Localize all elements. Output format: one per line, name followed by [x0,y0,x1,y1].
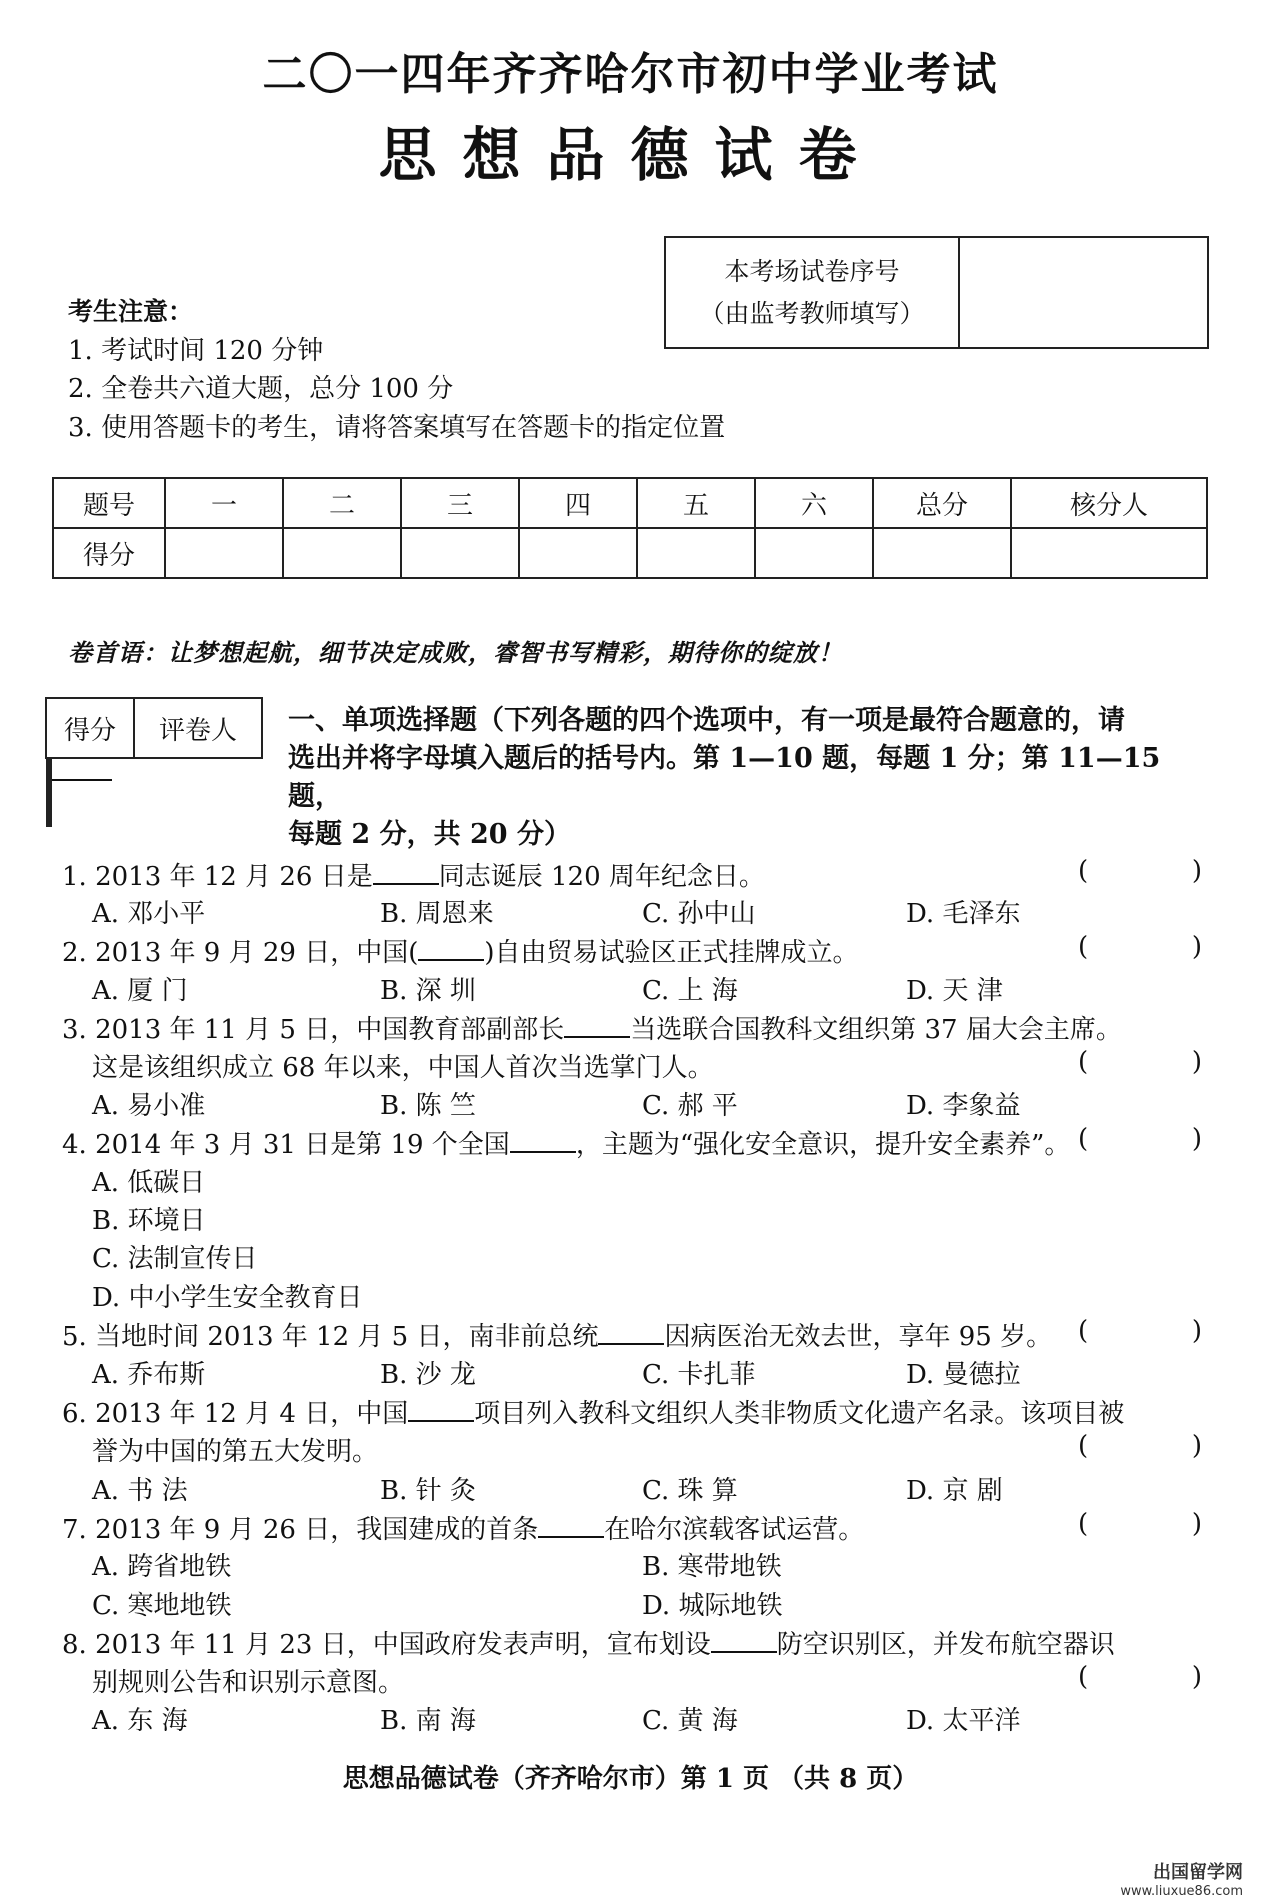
score-cell[interactable] [637,528,755,578]
exam-title: 二〇一四年齐齐哈尔市初中学业考试 [262,49,999,100]
paren-close: ) [1191,1431,1202,1461]
option[interactable]: A. 书 法 [92,1476,188,1506]
score-cell[interactable] [755,528,873,578]
question-text: )自由贸易试验区正式挂牌成立。 [484,938,859,968]
score-header-cell: 六 [755,478,873,528]
option[interactable]: D. 李象益 [906,1091,1021,1121]
answer-blank [598,1323,664,1345]
paren-open: ( [1078,1316,1089,1346]
question-1 [62,856,765,893]
option[interactable]: B. 沙 龙 [380,1360,476,1390]
notice-item: 1. 考试时间 120 分钟 [68,336,324,366]
serial-input-cell[interactable] [959,237,1208,348]
question-text: 在哈尔滨载客试运营。 [604,1515,865,1545]
question-text: 4. 2014 年 3 月 31 日是第 19 个全国 [62,1130,510,1160]
option[interactable]: D. 毛泽东 [906,899,1021,929]
answer-blank [564,1016,630,1038]
option[interactable]: B. 寒带地铁 [642,1552,782,1582]
paren-close: ) [1191,1124,1202,1154]
notice-item: 2. 全卷共六道大题，总分 100 分 [68,374,454,404]
option[interactable]: C. 珠 算 [642,1476,738,1506]
question-text: 5. 当地时间 2013 年 12 月 5 日，南非前总统 [62,1322,599,1352]
question-text: 当选联合国教科文组织第 37 届大会主席。 [630,1015,1122,1045]
answer-blank [418,939,484,961]
question-text: 防空识别区，并发布航空器识 [776,1630,1115,1660]
score-header-cell: 总分 [873,478,1011,528]
paren-close: ) [1191,1509,1202,1539]
option[interactable]: B. 南 海 [380,1706,476,1736]
score-cell[interactable] [1011,528,1207,578]
question-text: 6. 2013 年 12 月 4 日，中国 [62,1399,409,1429]
answer-parentheses[interactable] [1078,1316,1202,1346]
section-line: 选出并将字母填入题后的括号内。第 1—10 题，每题 1 分；第 11—15 题， [288,743,1161,812]
question-text: ，主题为“强化安全意识，提升安全素养”。 [575,1130,1071,1160]
option[interactable]: A. 邓小平 [92,899,206,929]
option[interactable]: D. 太平洋 [906,1706,1021,1736]
score-header-cell: 题号 [53,478,165,528]
answer-parentheses[interactable] [1078,856,1202,886]
score-header-cell: 核分人 [1011,478,1207,528]
option[interactable]: D. 城际地铁 [642,1591,783,1621]
option[interactable]: A. 东 海 [92,1706,188,1736]
watermark [1120,1858,1243,1899]
option[interactable]: B. 深 圳 [380,976,476,1006]
question-text: 1. 2013 年 12 月 26 日是 [62,862,373,892]
option[interactable]: A. 乔布斯 [92,1360,206,1390]
question-text-line2: 别规则公告和识别示意图。 [92,1668,405,1698]
answer-parentheses[interactable] [1078,1431,1202,1461]
watermark-url: www.liuxue86.com [1120,1884,1243,1899]
answer-parentheses[interactable] [1078,1047,1202,1077]
option[interactable]: C. 孙中山 [642,899,756,929]
paren-open: ( [1078,1047,1089,1077]
paren-close: ) [1191,1662,1202,1692]
score-row-label: 得分 [53,528,165,578]
question-text: 同志诞辰 120 周年纪念日。 [438,862,765,892]
option[interactable]: C. 法制宣传日 [92,1244,258,1274]
score-table [52,477,1208,579]
paren-close: ) [1191,1316,1202,1346]
motto: 卷首语：让梦想起航，细节决定成败，睿智书写精彩，期待你的绽放！ [68,638,843,667]
question-3 [62,1009,1122,1046]
answer-parentheses[interactable] [1078,1662,1202,1692]
question-8 [62,1624,1115,1661]
paren-close: ) [1191,856,1202,886]
answer-blank [373,863,439,885]
answer-blank [538,1516,604,1538]
option[interactable]: C. 寒地地铁 [92,1591,232,1621]
watermark-name: 出国留学网 [1153,1862,1243,1883]
option[interactable]: B. 环境日 [92,1206,206,1236]
answer-blank [510,1131,576,1153]
question-text: 7. 2013 年 9 月 26 日，我国建成的首条 [62,1515,539,1545]
section-line: 一、单项选择题（下列各题的四个选项中，有一项是最符合题意的，请 [288,705,1125,736]
answer-blank [408,1400,474,1422]
score-cell[interactable] [519,528,637,578]
option[interactable]: A. 跨省地铁 [92,1552,232,1582]
option[interactable]: B. 针 灸 [380,1476,476,1506]
score-cell[interactable] [165,528,283,578]
question-text: 2. 2013 年 9 月 29 日，中国( [62,938,419,968]
option[interactable]: C. 黄 海 [642,1706,738,1736]
score-cell[interactable] [401,528,519,578]
question-text-line2: 誉为中国的第五大发明。 [92,1437,379,1467]
answer-parentheses[interactable] [1078,1124,1202,1154]
question-text: 因病医治无效去世，享年 95 岁。 [664,1322,1053,1352]
question-2 [62,932,859,969]
option[interactable]: C. 卡扎菲 [642,1360,756,1390]
score-header-cell: 二 [283,478,401,528]
grader-score-label: 得分 [46,698,134,758]
option[interactable]: D. 中小学生安全教育日 [92,1283,363,1313]
paren-open: ( [1078,856,1089,886]
option[interactable]: D. 京 剧 [906,1476,1003,1506]
option[interactable]: C. 上 海 [642,976,738,1006]
paren-open: ( [1078,1124,1089,1154]
notice-item: 3. 使用答题卡的考生，请将答案填写在答题卡的指定位置 [68,413,726,443]
score-header-cell: 四 [519,478,637,528]
serial-label-line2: （由监考教师填写） [699,298,925,328]
option[interactable]: A. 低碳日 [92,1168,206,1198]
paper-title: 思想品德试卷 [378,121,883,189]
score-header-cell: 五 [637,478,755,528]
grader-box [45,697,263,785]
grader-label: 评卷人 [134,698,262,758]
paren-open: ( [1078,1431,1089,1461]
question-text: 8. 2013 年 11 月 23 日，中国政府发表声明，宣布划设 [62,1630,711,1660]
question-text: 3. 2013 年 11 月 5 日，中国教育部副部长 [62,1015,565,1045]
score-cell[interactable] [873,528,1011,578]
answer-blank [711,1631,777,1653]
option[interactable]: D. 曼德拉 [906,1360,1021,1390]
page-footer: 思想品德试卷（齐齐哈尔市）第 1 页 （共 8 页） [342,1764,919,1794]
score-header-cell: 一 [165,478,283,528]
answer-parentheses[interactable] [1078,932,1202,962]
serial-label-line1: 本考场试卷序号 [724,256,900,286]
section-line: 每题 2 分，共 20 分） [288,819,571,850]
paren-open: ( [1078,1509,1089,1539]
paren-open: ( [1078,932,1089,962]
option[interactable]: B. 陈 竺 [380,1091,476,1121]
section-instructions [288,702,1198,854]
grader-name-cell[interactable] [49,760,51,826]
question-5 [62,1316,1052,1353]
score-header-cell: 三 [401,478,519,528]
option[interactable]: A. 易小准 [92,1091,206,1121]
paren-open: ( [1078,1662,1089,1692]
serial-number-box [664,236,1209,349]
score-cell[interactable] [283,528,401,578]
option[interactable]: A. 厦 门 [92,976,188,1006]
question-text-line2: 这是该组织成立 68 年以来，中国人首次当选掌门人。 [92,1053,714,1083]
answer-parentheses[interactable] [1078,1509,1202,1539]
question-text: 项目列入教科文组织人类非物质文化遗产名录。该项目被 [474,1399,1125,1429]
paren-close: ) [1191,932,1202,962]
paren-close: ) [1191,1047,1202,1077]
serial-label [665,237,959,348]
option[interactable]: D. 天 津 [906,976,1003,1006]
question-7 [62,1509,864,1546]
option[interactable]: B. 周恩来 [380,899,494,929]
question-6 [62,1393,1124,1430]
question-4 [62,1124,1070,1161]
option[interactable]: C. 郝 平 [642,1091,738,1121]
notice-heading: 考生注意： [68,297,194,326]
